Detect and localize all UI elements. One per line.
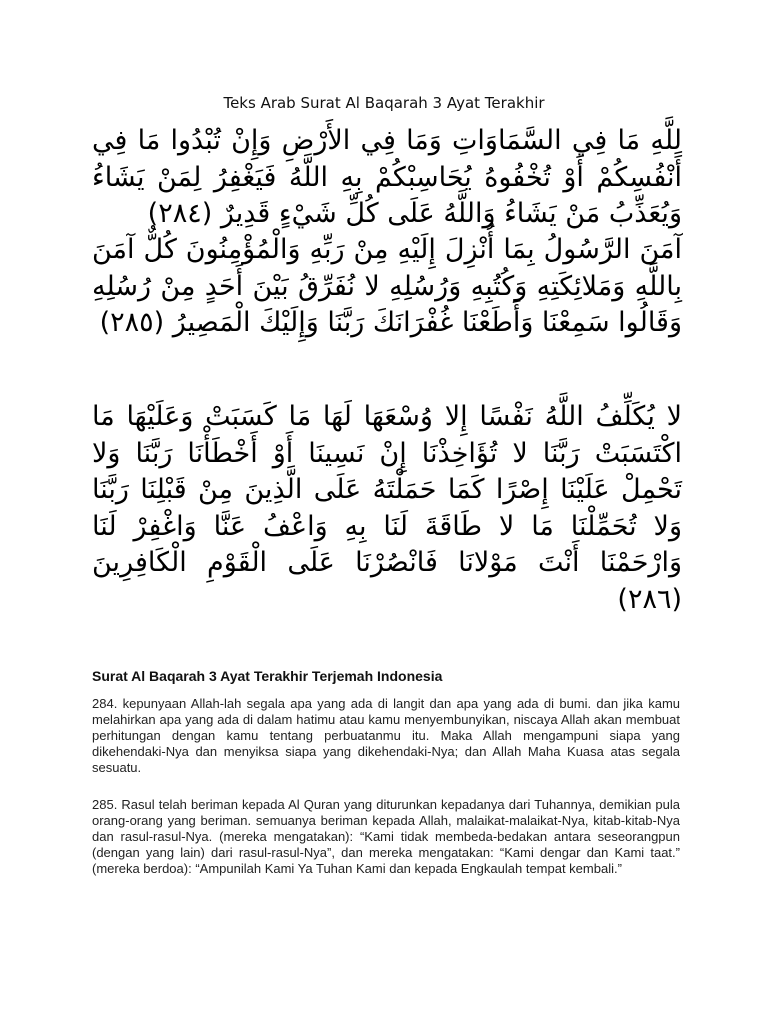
arabic-verse-285: آمَنَ الرَّسُولُ بِمَا أُنْزِلَ إِلَيْهِ مِنْ رَبِّهِ وَالْمُؤْمِنُونَ كُلٌّ آمَنَ بِاللَّهِ وَمَلائِكَتِهِ وَكُتُبِهِ وَرُسُلِهِ لا نُفَرِّقُ بَيْنَ أَحَدٍ مِنْ رُسُلِهِ وَقَالُوا سَمِعْنَا وَأَطَعْنَا غُفْرَانَكَ رَبَّنَا وَإِلَيْكَ الْمَصِيرُ (٢٨٥): [92, 234, 682, 338]
translation-heading: Surat Al Baqarah 3 Ayat Terakhir Terjemah Indonesia: [92, 668, 443, 684]
translation-284: 284. kepunyaan Allah-lah segala apa yang ada di langit dan apa yang ada di bumi. dan jika kamu melahirkan apa yang ada di dalam hatimu atau kamu menyembunyikan, niscaya Allah akan membuat perhitungan dengan kamu tentang perbuatanmu itu. Maka Allah mengampuni siapa yang dikehendaki-Nya dan menyiksa siapa yang dikehendaki-Nya; dan Allah Maha Kuasa atas segala sesuatu.: [92, 696, 680, 775]
arabic-verse-286: لا يُكَلِّفُ اللَّهُ نَفْسًا إِلا وُسْعَهَا لَهَا مَا كَسَبَتْ وَعَلَيْهَا مَا اكْتَسَبَتْ رَبَّنَا لا تُؤَاخِذْنَا إِنْ نَسِينَا أَوْ أَخْطَأْنَا رَبَّنَا وَلا تَحْمِلْ عَلَيْنَا إِصْرًا كَمَا حَمَلْتَهُ عَلَى الَّذِينَ مِنْ قَبْلِنَا رَبَّنَا وَلا تُحَمِّلْنَا مَا لا طَاقَةَ لَنَا بِهِ وَاعْفُ عَنَّا وَاغْفِرْ لَنَا وَارْحَمْنَا أَنْتَ مَوْلانَا فَانْصُرْنَا عَلَى الْقَوْمِ الْكَافِرِينَ (٢٨٦): [92, 401, 682, 615]
document-title: Teks Arab Surat Al Baqarah 3 Ayat Terakhir: [223, 94, 545, 112]
translation-285: 285. Rasul telah beriman kepada Al Quran yang diturunkan kepadanya dari Tuhannya, demikian pula orang-orang yang beriman. semuanya beriman kepada Allah, malaikat-malaikat-Nya, kitab-kitab-Nya dan rasul-rasul-Nya. (mereka mengatakan): “Kami tidak membeda-bedakan antara seseorangpun (dengan yang lain) dari rasul-rasul-Nya”, dan mereka mengatakan: “Kami dengar dan Kami taat.” (mereka berdoa): “Ampunilah Kami Ya Tuhan Kami dan kepada Engkaulah tempat kembali.”: [92, 797, 680, 876]
arabic-verse-284: لِلَّهِ مَا فِي السَّمَاوَاتِ وَمَا فِي الأَرْضِ وَإِنْ تُبْدُوا مَا فِي أَنْفُسِكُمْ أَوْ تُخْفُوهُ يُحَاسِبْكُمْ بِهِ اللَّهُ فَيَغْفِرُ لِمَنْ يَشَاءُ وَيُعَذِّبُ مَنْ يَشَاءُ وَاللَّهُ عَلَى كُلِّ شَيْءٍ قَدِيرٌ (٢٨٤): [92, 125, 682, 229]
